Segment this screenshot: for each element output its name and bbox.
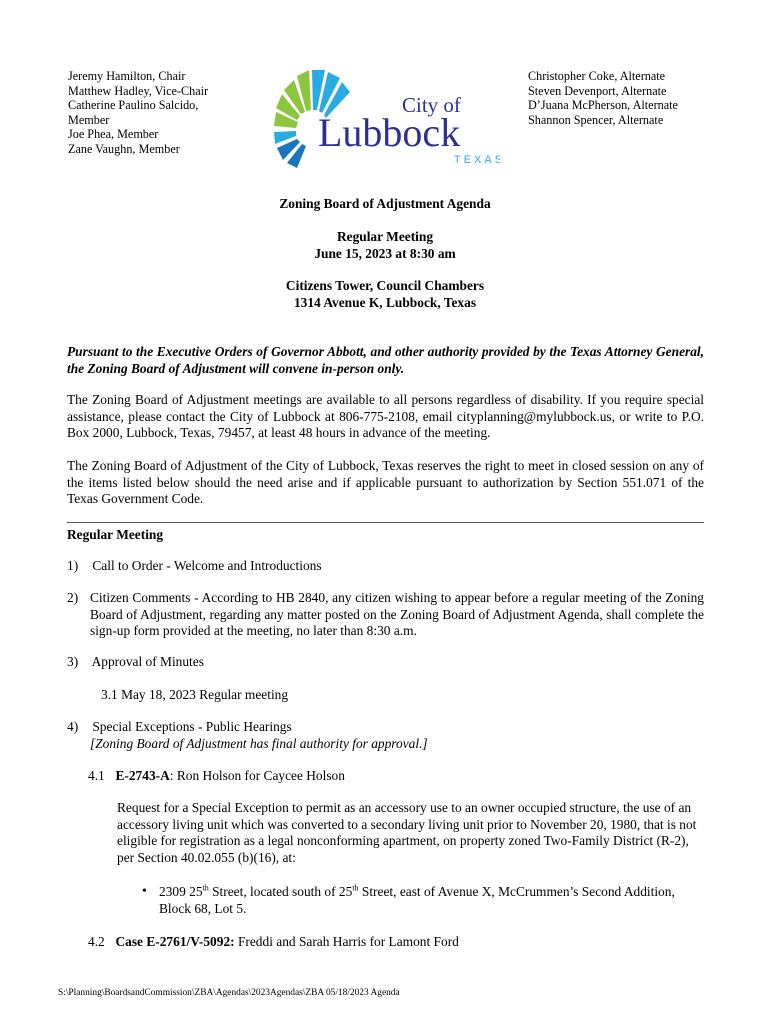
- member-salcido: Catherine Paulino Salcido,: [68, 98, 199, 113]
- alternate-coke: Christopher Coke, Alternate: [528, 69, 666, 83]
- member-vaughn: Zane Vaughn, Member: [68, 141, 180, 156]
- logo-texas: TEXAS: [454, 154, 500, 166]
- case-4-1-heading: [88, 768, 345, 785]
- accessibility-paragraph: The Zoning Board of Adjustment meetings are available to all persons regardless of disability. If you require special assistance, please contact the City of Lubbock at 806-775-2108, email cityplanning@mylubbock.us, or write to P.O. Box 2000, Lubbock, Texas, 79457, at least 48 hours in advance of the meeting.: [67, 392, 704, 441]
- case-4-1-parties: : Ron Holson for Caycee Holson: [169, 768, 345, 783]
- item-3-text: Approval of Minutes: [91, 654, 204, 669]
- logo-lubbock: Lubbock: [318, 110, 461, 155]
- location-sup-2: th: [352, 883, 359, 893]
- location-part-a: 2309 25: [159, 884, 203, 899]
- closed-session-paragraph: The Zoning Board of Adjustment of the City of Lubbock, Texas reserves the right to meet in closed session on any of the items listed below should the need arise and if applicable pursuant to authorization by Section 551.071 of the Texas Government Code.: [67, 458, 704, 507]
- item-4-authority-note: [Zoning Board of Adjustment has final authority for approval.]: [90, 736, 428, 751]
- executive-orders-notice: Pursuant to the Executive Orders of Governor Abbott, and other authority provided by the Texas Attorney General, the Zoning Board of Adjustment will convene in-person only.: [67, 344, 704, 376]
- item-4-number: 4): [67, 719, 79, 734]
- bullet-icon: •: [142, 884, 147, 899]
- item-2-number: 2): [67, 590, 79, 605]
- regular-meeting-heading: Regular Meeting: [67, 527, 164, 542]
- board-members-list: [68, 69, 258, 157]
- case-4-2-heading: [88, 934, 459, 951]
- alternate-spencer: Shannon Spencer, Alternate: [528, 112, 664, 127]
- case-4-1-location: [142, 884, 704, 917]
- case-4-2-id: Case E-2761/V-5092:: [115, 934, 235, 949]
- location-part-b: Street, located south of 25: [208, 884, 353, 899]
- location-part-c: Street, east of Avenue X, McCrummen’s Second Addition, Block 68, Lot 5.: [159, 884, 675, 916]
- agenda-item-4: [67, 719, 704, 736]
- meeting-address: 1314 Avenue K, Lubbock, Texas: [293, 295, 477, 310]
- agenda-item-3: [67, 654, 704, 671]
- agenda-title: Zoning Board of Adjustment Agenda: [279, 196, 491, 211]
- city-of-lubbock-logo: [270, 66, 500, 168]
- alternate-mcpherson: D’Juana McPherson, Alternate: [528, 98, 678, 113]
- member-chair: Jeremy Hamilton, Chair: [68, 69, 186, 83]
- member-phea: Joe Phea, Member: [68, 127, 159, 142]
- alternate-devenport: Steven Devenport, Alternate: [528, 83, 667, 98]
- item-4-text: Special Exceptions - Public Hearings: [92, 719, 292, 734]
- case-4-1-number: 4.1: [88, 768, 105, 783]
- lubbock-sunburst-icon: [270, 66, 500, 168]
- footer-file-path: S:\Planning\BoardsandCommission\ZBA\Agendas\2023Agendas\ZBA 05/18/2023 Agenda: [58, 988, 400, 998]
- item-2-text: Citizen Comments - According to HB 2840, any citizen wishing to appear before a regular meeting of the Zoning Board of Adjustment, regarding any matter posted on the Zoning Board of Adjustment Agenda, shall complete the sign-up form provided at the meeting, no later than 8:30 a.m.: [90, 590, 704, 639]
- meeting-venue: Citizens Tower, Council Chambers: [285, 278, 485, 293]
- minutes-item-3-1: 3.1 May 18, 2023 Regular meeting: [101, 687, 289, 702]
- agenda-item-2: [67, 590, 704, 640]
- section-divider: [67, 522, 704, 523]
- case-4-1-id: E-2743-A: [115, 768, 170, 783]
- meeting-type: Regular Meeting: [336, 229, 434, 244]
- alternates-list: [528, 69, 728, 127]
- item-3-number: 3): [67, 654, 79, 669]
- case-4-2-parties: Freddi and Sarah Harris for Lamont Ford: [234, 934, 459, 949]
- case-4-1-request: Request for a Special Exception to permit as an accessory use to an owner occupied structure, the use of an accessory living unit which was converted to a secondary living unit prior to November 20, 1980, that is not eligible for registration as a legal nonconforming apartment, on property zoned Two-Family District (R-2), per Section 40.02.055 (b)(16), at:: [117, 800, 697, 865]
- location-sup-1: th: [202, 883, 209, 893]
- logo-city-of: City of: [402, 93, 461, 117]
- meeting-date: June 15, 2023 at 8:30 am: [314, 246, 456, 261]
- item-1-number: 1): [67, 558, 79, 573]
- item-1-text: Call to Order - Welcome and Introductions: [92, 558, 322, 573]
- agenda-item-1: [67, 558, 704, 575]
- member-salcido-role: Member: [68, 112, 110, 127]
- case-4-2-number: 4.2: [88, 934, 105, 949]
- member-vice-chair: Matthew Hadley, Vice-Chair: [68, 83, 209, 98]
